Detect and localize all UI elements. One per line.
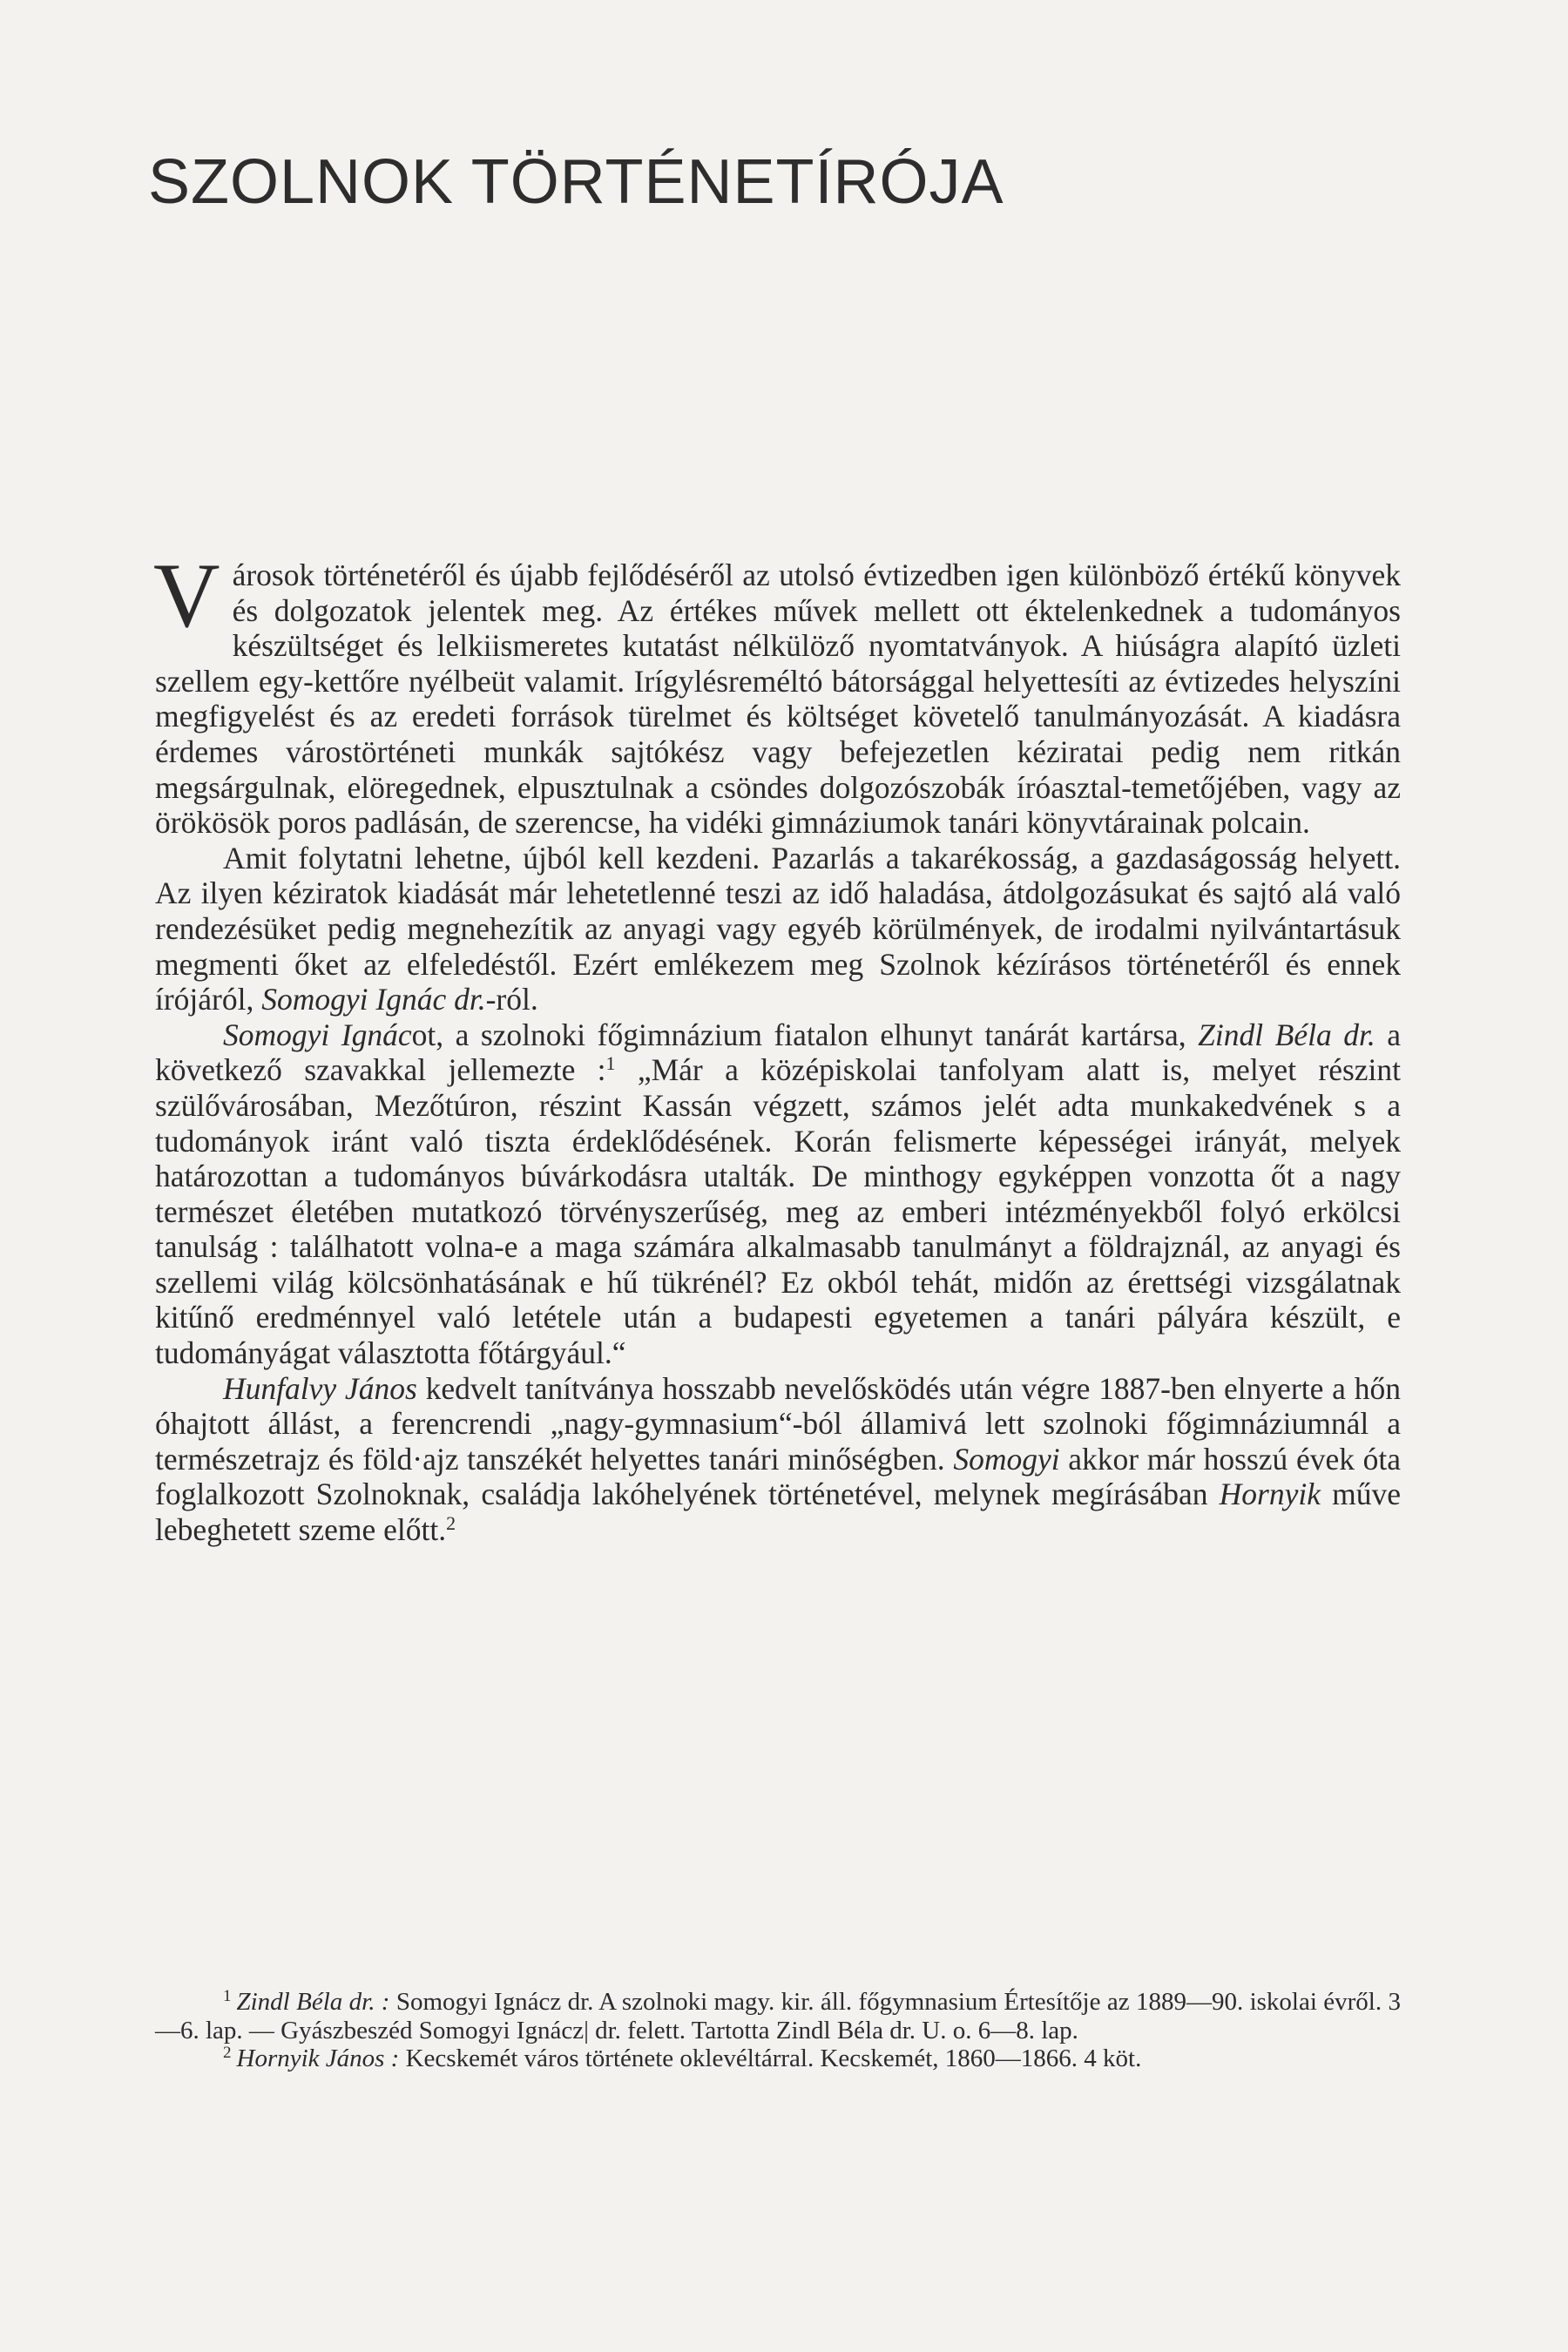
footnote-mark: 1: [223, 1987, 232, 2005]
main-text: [153, 544, 1402, 1548]
footnote-author: Zindl Béla dr. :: [236, 1988, 390, 2016]
paragraph-1: [153, 544, 1401, 841]
paragraph-3: [155, 1017, 1401, 1371]
person-name: Somogyi Ignác: [223, 1017, 412, 1052]
drop-cap: V: [153, 544, 220, 646]
person-name: Zindl Béla dr.: [1198, 1017, 1375, 1052]
paragraph-4: [155, 1371, 1401, 1548]
paragraph-4-text: akkor már hosszú évek óta foglalkozott Szolnoknak, családja lakóhelyének történetével, melynek megírásában: [155, 1441, 1402, 1512]
paragraph-3-text: ot, a szolnoki főgimnázium fiatalon elhunyt tanárát kartársa,: [411, 1017, 1199, 1052]
paragraph-1-text: árosok történetéről és újabb fejlődéséről az utolsó évtizedben igen különböző értékű könyvek és dolgozatok jelentek meg. Az értékes művek mellett ott éktelenkednek a tudományos készültséget és lelkiismeretes kutatást nélkülöző nyomtatványok. A hiúságra alapító üzleti szellem egy-kettőre nyélbeüt valamit. Irígylésreméltó bátorsággal helyettesíti az évtizedes helyszíni megfigyelést és az eredeti források türelmet és költséget követelő tanulmányozását. A kiadásra érdemes várostörténeti munkák sajtókész vagy befejezetlen kéziratai pedig nem ritkán megsárgulnak, elöregednek, elpusztulnak a csöndes dolgozószobák íróasztal-temetőjében, vagy az örökösök poros padlásán, de szerencse, ha vidéki gimnáziumok tanári könyvtárainak polcain.: [155, 558, 1401, 841]
footnote-ref-2: 2: [446, 1512, 456, 1535]
paragraph-2-text-end: -ról.: [485, 982, 538, 1017]
footnote-ref-1: 1: [605, 1052, 616, 1075]
paragraph-4-text: műve lebeghetett szeme előtt.: [155, 1477, 1401, 1548]
footnote-mark: 2: [223, 2044, 232, 2063]
footnotes: [155, 1988, 1401, 2073]
footnote-text: Somogyi Ignácz dr. A szolnoki magy. kir. áll. főgymnasium Értesítője az 1889—90. iskolai évről. 3—6. lap. — Gyászbeszéd Somogyi Ignácz| dr. felett. Tartotta Zindl Béla dr. U. o. 6—8. lap.: [155, 1988, 1401, 2044]
person-name: Somogyi: [953, 1441, 1060, 1477]
page-title: SZOLNOK TÖRTÉNETÍRÓJA: [148, 147, 1004, 217]
person-name: Somogyi Ignác dr.: [261, 982, 486, 1017]
paragraph-4-text: kedvelt tanítványa hosszabb nevelősködés után végre 1887-ben elnyerte a hőn óhajtott állást, a ferencrendi „nagy-gymnasium“-ból államivá lett szolnoki főgimnáziumnál a természetrajz és föld·ajz tanszékét helyettes tanári minőségben.: [155, 1370, 1401, 1477]
footnote-2: [155, 2044, 1401, 2073]
footnote-1: [155, 1988, 1401, 2044]
footnote-author: Hornyik János :: [236, 2044, 400, 2073]
paragraph-2: [155, 841, 1401, 1017]
quotation: „Már a középiskolai tanfolyam alatt is, melyet részint szülővárosában, Mezőtúron, részint Kassán végzett, számos jelét adta munkakedvének s a tudományok iránt való tiszta érdeklődésének. Korán felismerte képességei irányát, melyek határozottan a tudományos búvárkodásra utalták. De minthogy egyképpen vonzotta őt a nagy természet életében mutatkozó törvényszerűség, meg az emberi intézményekből folyó erkölcsi tanulság : találhatott volna-e a maga számára alkalmasabb tanulmányt a földrajznál, az anyagi és szellemi világ kölcsönhatásának e hű tükrénél? Ez okból tehát, midőn az érettségi vizsgálatnak kitűnő eredménnyel való letétele után a budapesti egyetemen a tanári pályára készült, e tudományágat választotta főtárgyául.“: [155, 1052, 1401, 1371]
person-name: Hunfalvy János: [223, 1370, 417, 1406]
footnote-text: Kecskemét város története oklevéltárral. Kecskemét, 1860—1866. 4 köt.: [399, 2044, 1142, 2073]
person-name: Hornyik: [1219, 1477, 1321, 1512]
paragraph-3-text: a következő szavakkal jellemezte :: [155, 1017, 1401, 1088]
paragraph-2-text: Amit folytatni lehetne, újból kell kezdeni. Pazarlás a takarékosság, a gazdaságosság helyett. Az ilyen kéziratok kiadását már lehetetlenné teszi az idő haladása, átdolgozásukat és sajtó alá való rendezésüket pedig megnehezítik az anyagi vagy egyéb körülmények, de irodalmi nyilvántartásuk megmenti őket az elfeledéstől. Ezért emlékezem meg Szolnok kézírásos történetéről és ennek írójáról,: [155, 840, 1401, 1017]
